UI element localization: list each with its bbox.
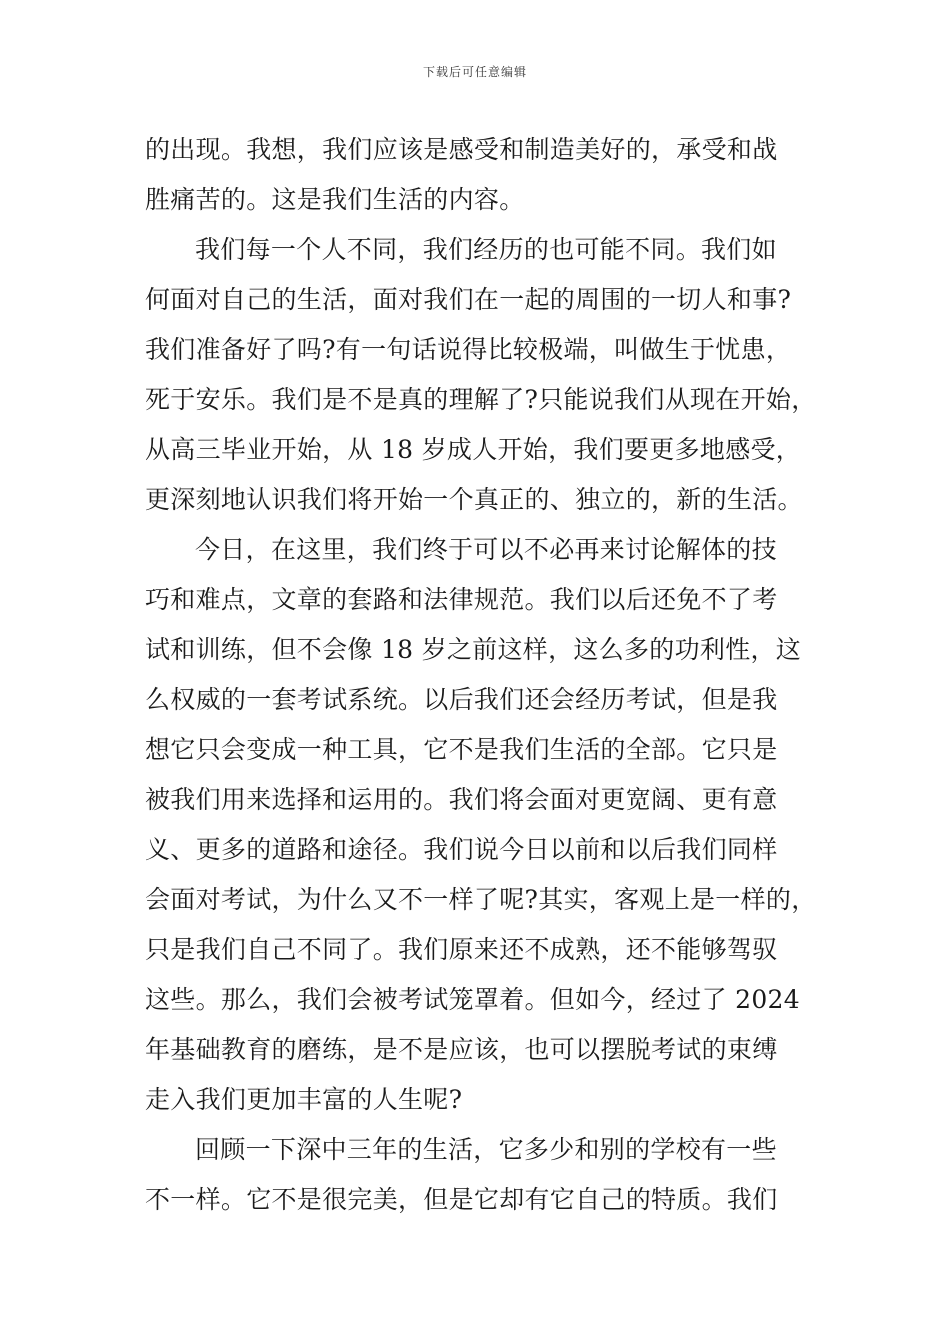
text-line: 胜痛苦的。这是我们生活的内容。 bbox=[145, 185, 525, 214]
text-line: 试和训练，但不会像 18 岁之前这样，这么多的功利性，这 bbox=[145, 635, 802, 664]
paragraph-first-line: 今日，在这里，我们终于可以不必再来讨论解体的技 bbox=[195, 535, 777, 564]
page-header: 下载后可任意编辑 bbox=[422, 65, 527, 79]
text-line: 只是我们自己不同了。我们原来还不成熟，还不能够驾驭 bbox=[145, 935, 778, 964]
text-line: 何面对自己的生活，面对我们在一起的周围的一切人和事? bbox=[145, 285, 792, 314]
text-line: 不一样。它不是很完美，但是它却有它自己的特质。我们 bbox=[145, 1185, 778, 1214]
text-line: 死于安乐。我们是不是真的理解了?只能说我们从现在开始， bbox=[145, 385, 817, 414]
text-line: 我们准备好了吗?有一句话说得比较极端，叫做生于忧患， bbox=[145, 335, 792, 364]
text-line: 么权威的一套考试系统。以后我们还会经历考试，但是我 bbox=[145, 685, 778, 714]
text-line: 巧和难点，文章的套路和法律规范。我们以后还免不了考 bbox=[145, 585, 778, 614]
paragraph-first-line: 我们每一个人不同，我们经历的也可能不同。我们如 bbox=[195, 235, 777, 264]
text-line: 这些。那么，我们会被考试笼罩着。但如今，经过了 2024 bbox=[145, 985, 800, 1014]
text-line: 从高三毕业开始，从 18 岁成人开始，我们要更多地感受， bbox=[145, 435, 802, 464]
text-line: 年基础教育的磨练，是不是应该，也可以摆脱考试的束缚 bbox=[145, 1035, 778, 1064]
text-line: 想它只会变成一种工具，它不是我们生活的全部。它只是 bbox=[145, 735, 778, 764]
text-line: 更深刻地认识我们将开始一个真正的、独立的，新的生活。 bbox=[145, 485, 803, 514]
text-line: 义、更多的道路和途径。我们说今日以前和以后我们同样 bbox=[145, 835, 778, 864]
text-line: 被我们用来选择和运用的。我们将会面对更宽阔、更有意 bbox=[145, 785, 778, 814]
text-line: 走入我们更加丰富的人生呢? bbox=[145, 1085, 463, 1114]
text-line: 会面对考试，为什么又不一样了呢?其实，客观上是一样的， bbox=[145, 885, 817, 914]
text-line: 的出现。我想，我们应该是感受和制造美好的，承受和战 bbox=[145, 135, 778, 164]
paragraph-first-line: 回顾一下深中三年的生活，它多少和别的学校有一些 bbox=[195, 1135, 777, 1164]
